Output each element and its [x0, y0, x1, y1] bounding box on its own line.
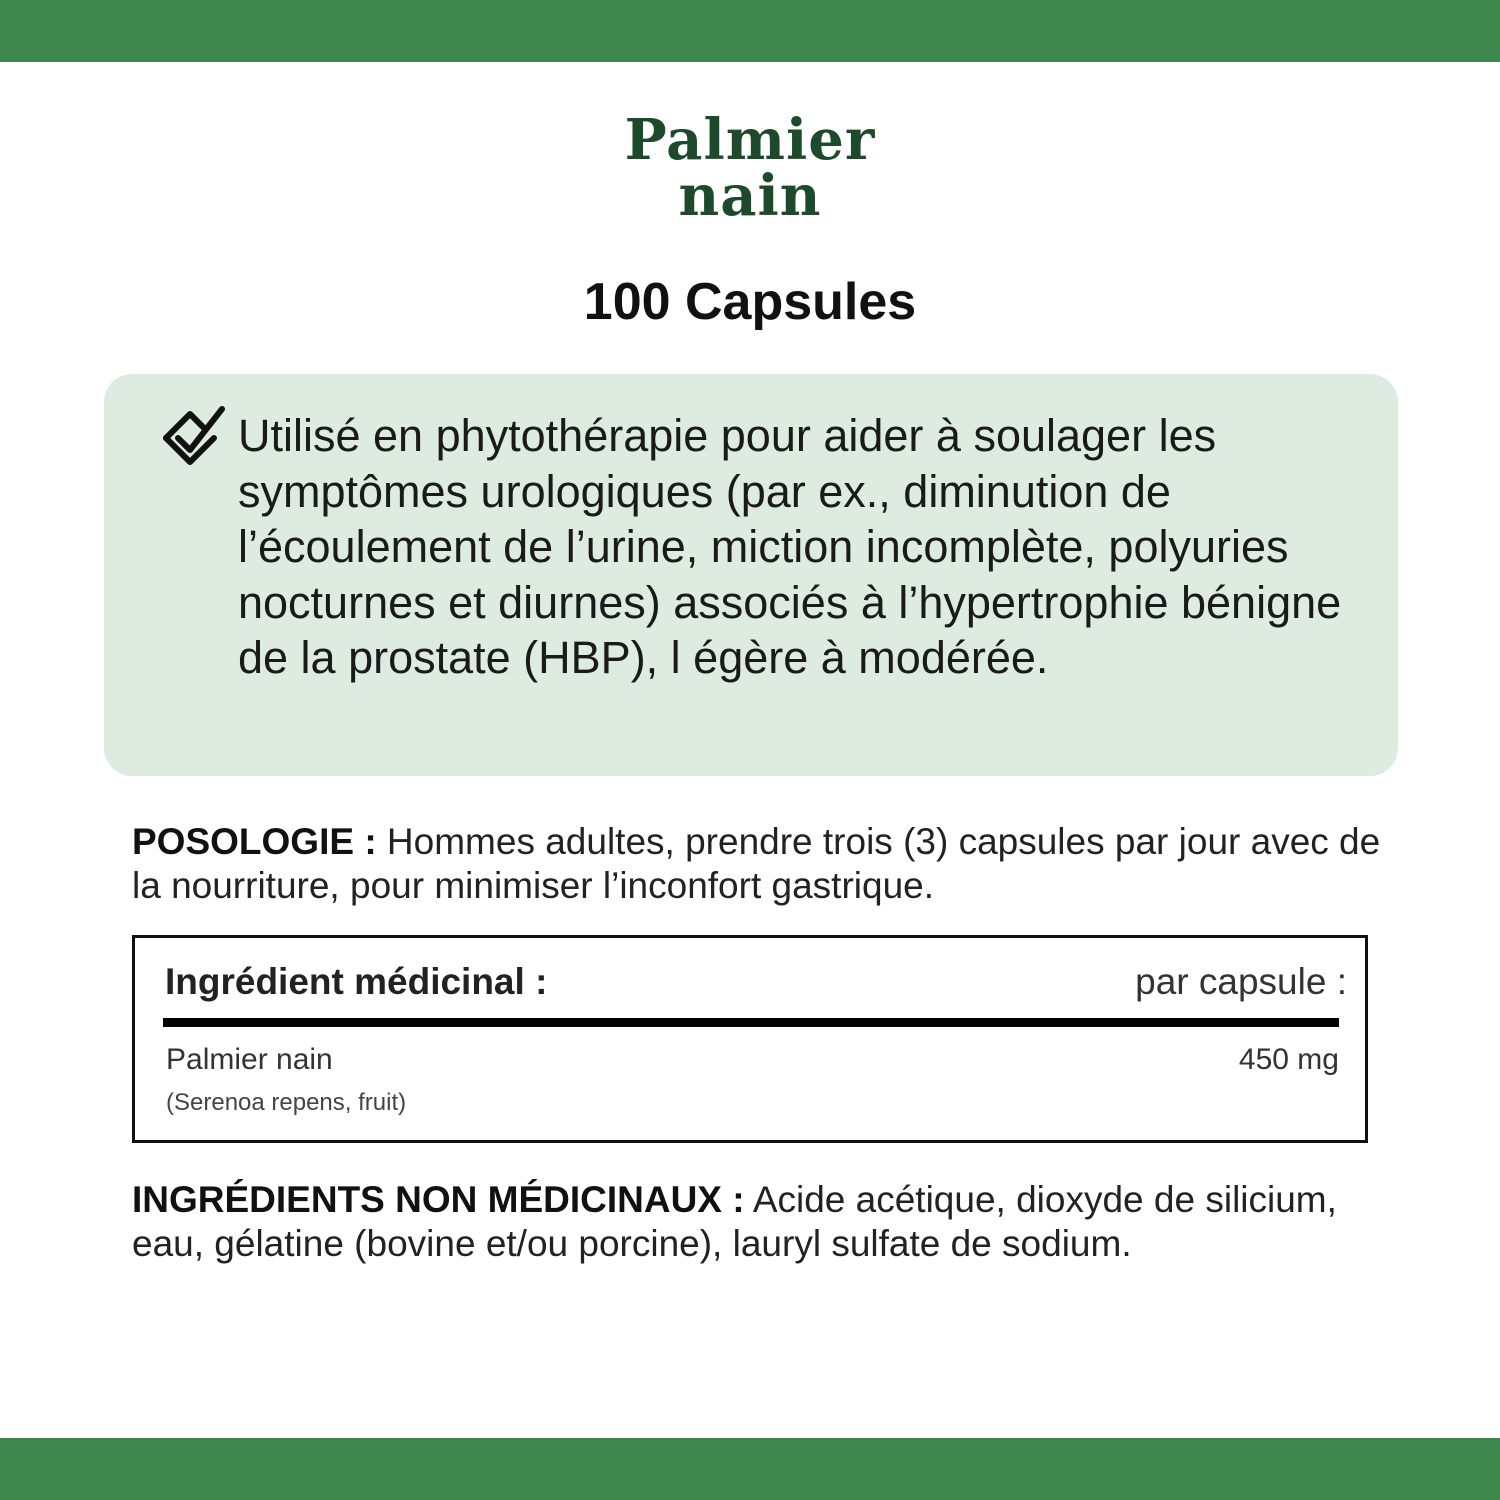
posology-paragraph — [132, 820, 1382, 908]
table-header-ingredient: Ingrédient médicinal : — [165, 961, 548, 1002]
bottom-green-band — [0, 1438, 1500, 1500]
non-medicinal-paragraph — [132, 1178, 1382, 1266]
claim-text: Utilisé en phytothérapie pour aider à soulager les symptômes urologiques (par ex., diminution de l’écoulement de l’urine, miction incomplète, polyuries nocturnes et diurnes) associés à l’hypertrophie bénigne de la prostate (HBP), l égère à modérée. — [238, 410, 1342, 683]
posology-label: POSOLOGIE : — [132, 821, 377, 862]
ingredient-name: Palmier nain — [166, 1043, 333, 1076]
non-medicinal-text: Acide acétique, dioxyde de silicium, eau, gélatine (bovine et/ou porcine), lauryl sulfate de sodium. — [132, 1179, 1337, 1264]
ingredient-amount: 450 mg — [1238, 1043, 1339, 1076]
product-title — [0, 107, 1500, 229]
capsule-count: 100 Capsules — [583, 273, 917, 331]
claim-box — [104, 374, 1398, 776]
table-header-per-capsule: par capsule : — [1135, 961, 1347, 1002]
non-medicinal-label: INGRÉDIENTS NON MÉDICINAUX : — [132, 1179, 745, 1220]
table-header-divider — [163, 1018, 1339, 1027]
product-title-line2: nain — [678, 163, 822, 229]
medicinal-ingredients-table — [132, 935, 1368, 1143]
product-title-line1: Palmier — [624, 107, 876, 173]
top-green-band — [0, 0, 1500, 62]
posology-text: Hommes adultes, prendre trois (3) capsules par jour avec de la nourriture, pour minimiser l’inconfort gastrique. — [132, 821, 1381, 906]
ingredient-latin-name: (Serenoa repens, fruit) — [166, 1089, 407, 1116]
check-diamond-icon — [158, 404, 230, 476]
